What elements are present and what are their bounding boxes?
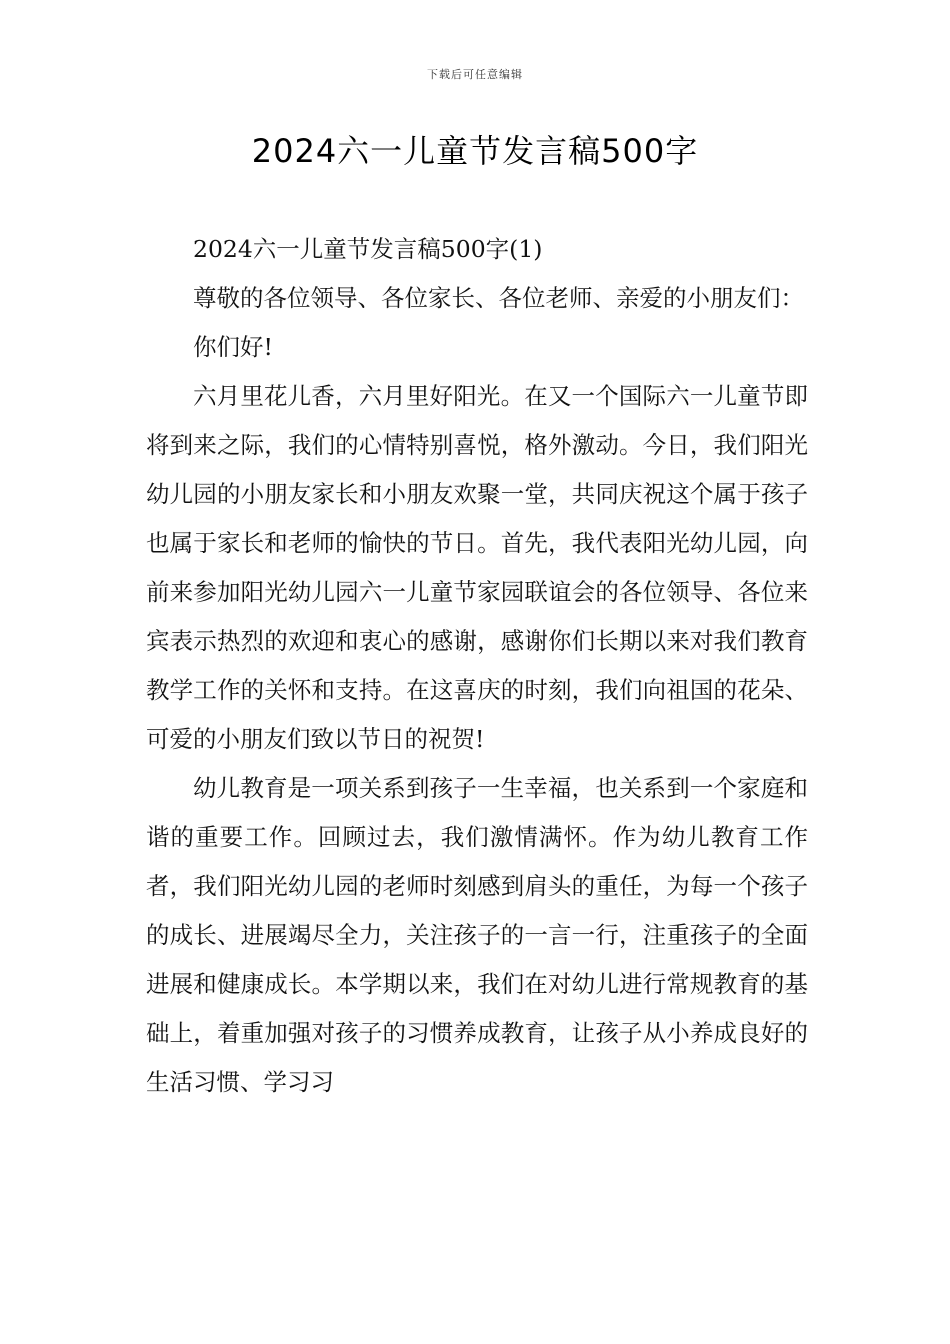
greeting-paragraph: 你们好! — [193, 333, 273, 361]
body-paragraph: 幼儿教育是一项关系到孩子一生幸福，也关系到一个家庭和谐的重要工作。回顾过去，我们激情满怀。作为幼儿教育工作者，我们阳光幼儿园的老师时刻感到肩头的重任，为每一个孩子的成长、进展竭尽全力，关注孩子的一言一行，注重孩子的全面进展和健康成长。本学期以来，我们在对幼儿进行常规教育的基础上，着重加强对孩子的习惯养成教育，让孩子从小养成良好的生活习惯、学习习 — [146, 774, 808, 1096]
salutation-paragraph: 尊敬的各位领导、各位家长、各位老师、亲爱的小朋友们： — [193, 284, 804, 312]
header-note: 下载后可任意编辑 — [427, 68, 523, 81]
body-paragraph: 六月里花儿香，六月里好阳光。在又一个国际六一儿童节即将到来之际，我们的心情特别喜悦，格外激动。今日，我们阳光幼儿园的小朋友家长和小朋友欢聚一堂，共同庆祝这个属于孩子也属于家长和老师的愉快的节日。首先，我代表阳光幼儿园，向前来参加阳光幼儿园六一儿童节家园联谊会的各位领导、各位来宾表示热烈的欢迎和衷心的感谢，感谢你们长期以来对我们教育教学工作的关怀和支持。在这喜庆的时刻，我们向祖国的花朵、可爱的小朋友们致以节日的祝贺! — [146, 382, 808, 753]
section-heading: 2024六一儿童节发言稿500字(1) — [193, 235, 543, 263]
document-body — [146, 225, 808, 1107]
document-title: 2024六一儿童节发言稿500字 — [251, 132, 699, 170]
